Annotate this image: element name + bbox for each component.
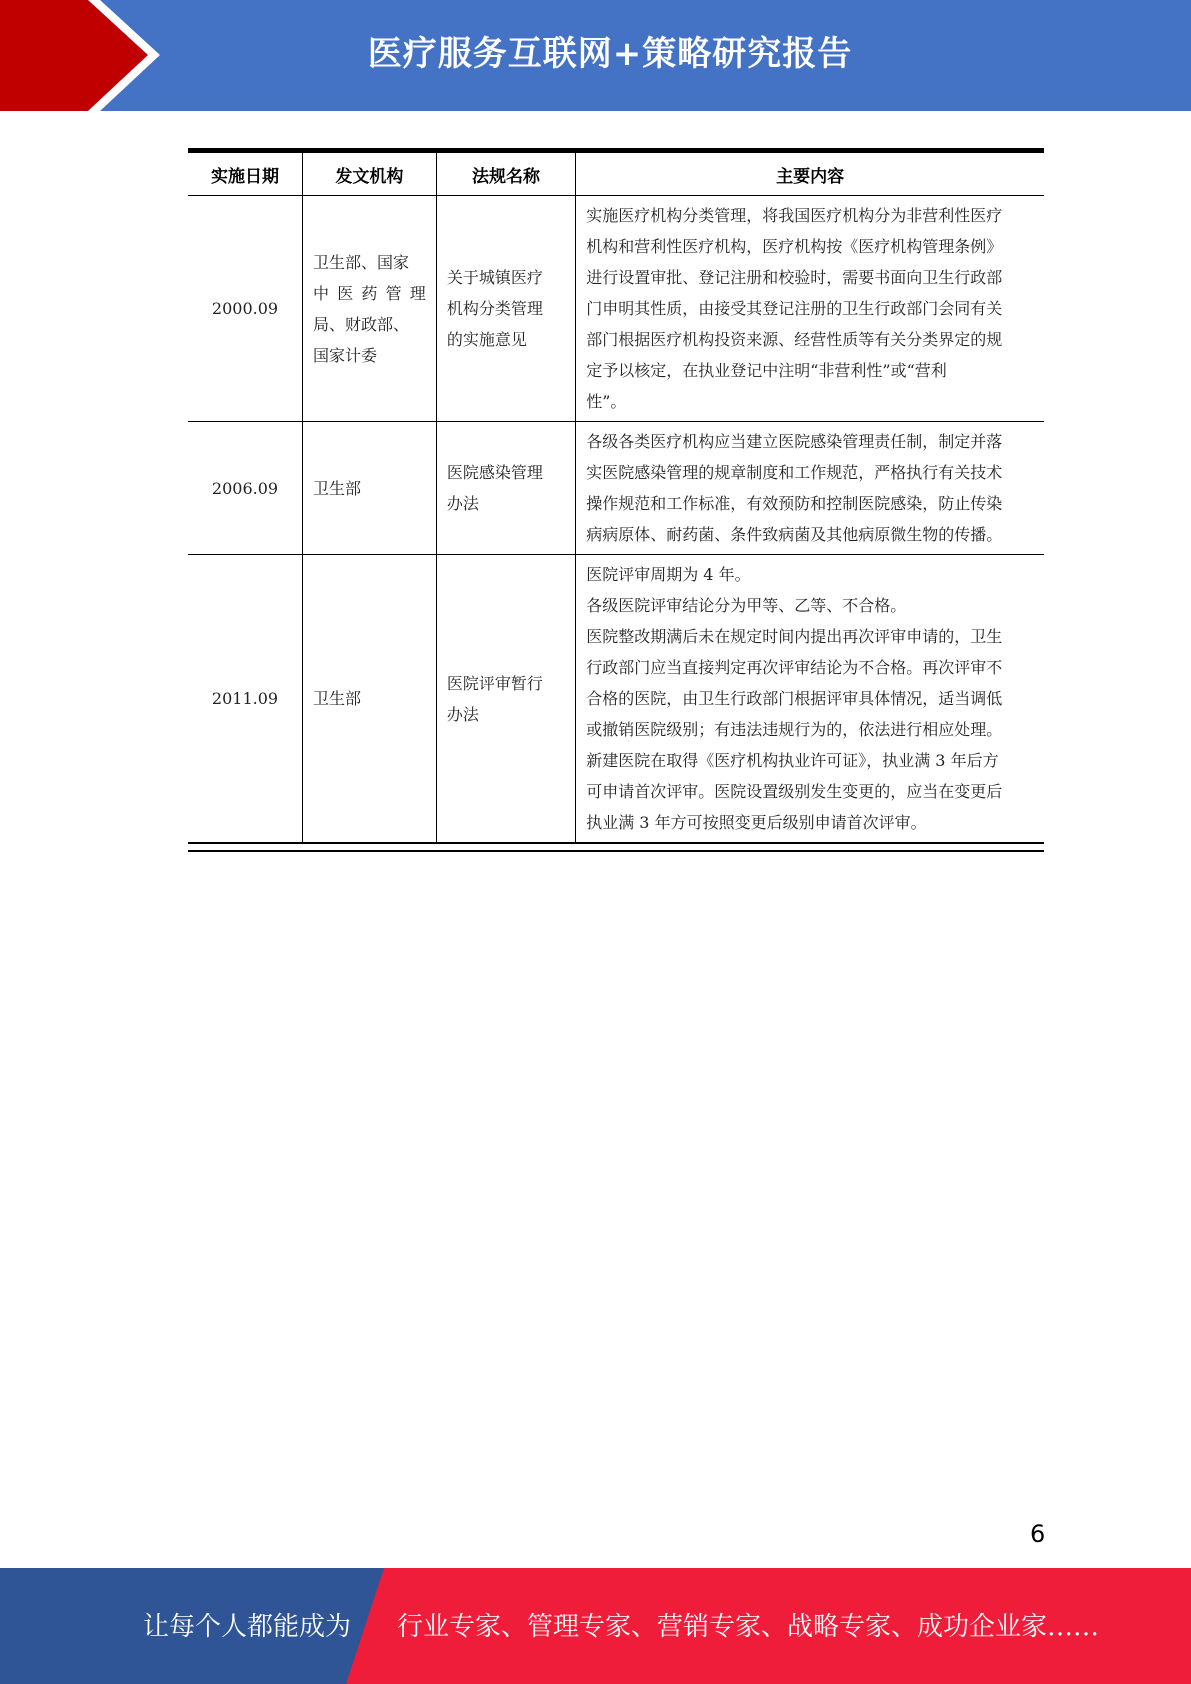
page-number: 6	[1030, 1520, 1046, 1548]
cell-regulation	[436, 422, 575, 555]
cell-line: 关于城镇医疗	[446, 268, 543, 287]
cell-line: 卫生部、国家	[313, 252, 410, 272]
cell-line: 办法	[446, 704, 479, 724]
cell-line: 医院感染管理	[446, 463, 543, 482]
cell-date: 2011.09	[211, 689, 279, 708]
cell-line: 各级各类医疗机构应当建立医院感染管理责任制，制定并落	[586, 432, 1003, 451]
cell-content	[576, 422, 1044, 555]
cell-line: 或撤销医院级别；有违法违规行为的，依法进行相应处理。	[586, 720, 1003, 739]
cell-content	[576, 555, 1044, 843]
footer-slogan-left: 让每个人都能成为	[143, 1612, 352, 1642]
cell-date: 2006.09	[188, 422, 303, 555]
policy-table	[188, 148, 1044, 842]
cell-line: 部门根据医疗机构投资来源、经营性质等有关分类界定的规	[586, 330, 1003, 349]
column-header-regulation: 法规名称	[436, 151, 575, 196]
cell-line: 的实施意见	[446, 330, 527, 349]
page-footer	[0, 1568, 1191, 1684]
table-row	[188, 196, 1044, 422]
cell-line: 机构和营利性医疗机构，医疗机构按《医疗机构管理条例》	[586, 237, 1003, 256]
report-title: 医疗服务互联网+策略研究报告	[367, 34, 853, 74]
cell-line: 可申请首次评审。医院设置级别发生变更的，应当在变更后	[586, 782, 1003, 801]
cell-line: 实医院感染管理的规章制度和工作规范，严格执行有关技术	[586, 463, 1003, 482]
table-header-row	[188, 151, 1044, 196]
table-bottom-rule	[188, 842, 1044, 852]
cell-line: 卫生部	[313, 478, 362, 498]
table-row	[188, 422, 1044, 555]
cell-line: 医院评审暂行	[446, 673, 543, 693]
page-header	[0, 0, 1191, 111]
cell-line: 国家计委	[313, 345, 378, 365]
cell-regulation	[436, 555, 575, 843]
footer-slogan-right: 行业专家、管理专家、营销专家、战略专家、成功企业家……	[397, 1612, 1100, 1642]
cell-line: 中医药管理	[313, 283, 426, 303]
cell-line: 定予以核定，在执业登记中注明“非营利性”或“营利	[586, 361, 947, 380]
cell-content	[576, 196, 1044, 422]
cell-line: 性”。	[586, 392, 627, 411]
cell-line: 新建医院在取得《医疗机构执业许可证》，执业满 3 年后方	[586, 751, 999, 770]
table-row	[188, 555, 1044, 843]
cell-line: 行政部门应当直接判定再次评审结论为不合格。再次评审不	[586, 658, 1003, 677]
cell-line: 机构分类管理	[446, 299, 543, 318]
column-header-content: 主要内容	[576, 151, 1044, 196]
cell-regulation	[436, 196, 575, 422]
cell-line: 进行设置审批、登记注册和校验时，需要书面向卫生行政部	[586, 268, 1003, 287]
cell-line: 操作规范和工作标准，有效预防和控制医院感染，防止传染	[586, 494, 1003, 513]
column-header-org: 发文机构	[303, 151, 437, 196]
cell-line: 办法	[446, 494, 479, 513]
cell-line: 门申明其性质，由接受其登记注册的卫生行政部门会同有关	[586, 299, 1003, 318]
cell-line: 局、财政部、	[313, 314, 410, 334]
cell-line: 病病原体、耐药菌、条件致病菌及其他病原微生物的传播。	[586, 525, 1003, 544]
cell-org	[303, 555, 437, 843]
cell-line: 医院整改期满后未在规定时间内提出再次评审申请的，卫生	[586, 627, 1003, 646]
cell-line: 医院评审周期为 4 年。	[586, 565, 751, 584]
cell-line: 各级医院评审结论分为甲等、乙等、不合格。	[586, 596, 907, 615]
column-header-date: 实施日期	[188, 151, 303, 196]
cell-line: 执业满 3 年方可按照变更后级别申请首次评审。	[586, 813, 927, 832]
cell-org	[303, 196, 437, 422]
cell-line: 合格的医院，由卫生行政部门根据评审具体情况，适当调低	[586, 689, 1003, 708]
cell-org	[303, 422, 437, 555]
cell-date: 2000.09	[188, 196, 303, 422]
cell-line: 实施医疗机构分类管理，将我国医疗机构分为非营利性医疗	[586, 206, 1003, 225]
cell-line: 卫生部	[313, 689, 362, 708]
